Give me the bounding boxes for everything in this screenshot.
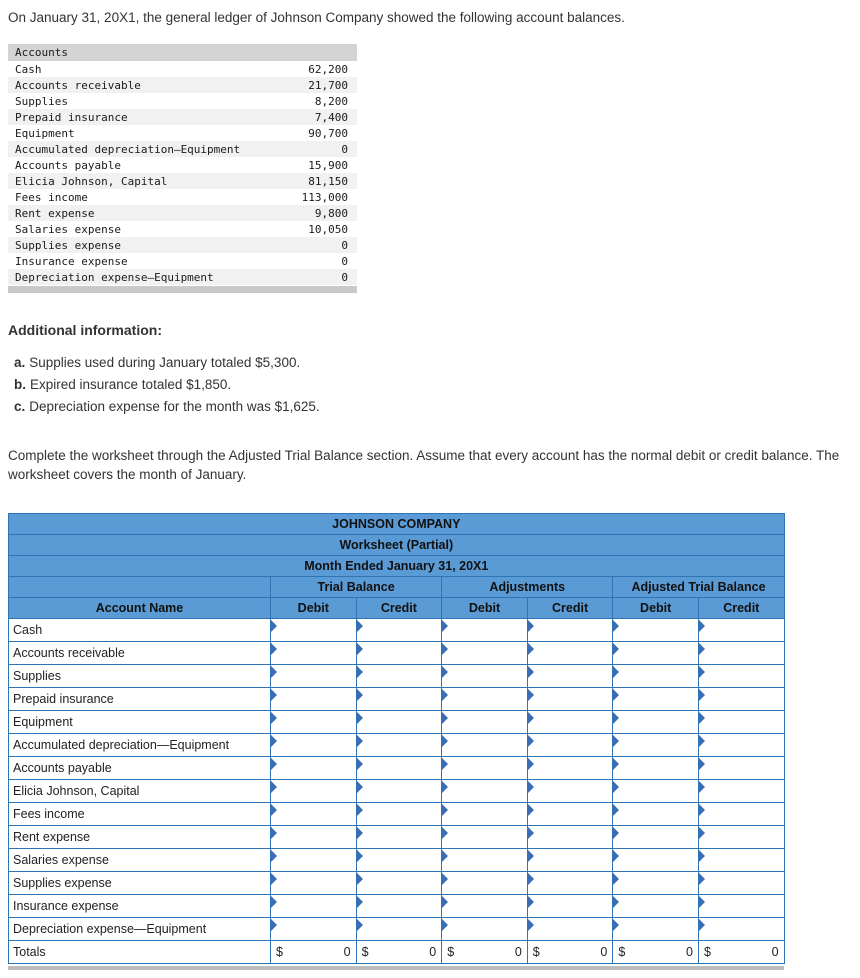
input-marker-icon bbox=[442, 873, 448, 885]
info-item-label: c. bbox=[14, 399, 26, 415]
input-marker-icon bbox=[613, 804, 619, 816]
worksheet-input-cell[interactable] bbox=[271, 756, 357, 779]
ledger-scrollbar[interactable] bbox=[8, 286, 357, 293]
ledger-account-balance: 9,800 bbox=[314, 206, 348, 220]
ledger-account-balance: 0 bbox=[341, 270, 348, 284]
worksheet-input-cell[interactable] bbox=[271, 618, 357, 641]
input-marker-icon bbox=[699, 643, 705, 655]
additional-info-heading: Additional information: bbox=[8, 322, 162, 338]
worksheet-input-cell[interactable] bbox=[613, 917, 699, 940]
group-header-trial-balance: Trial Balance bbox=[271, 576, 442, 597]
ledger-row bbox=[8, 205, 357, 221]
worksheet-input-cell[interactable] bbox=[442, 848, 528, 871]
group-header-blank bbox=[9, 576, 271, 597]
currency-symbol: $ bbox=[618, 944, 626, 959]
worksheet-row bbox=[9, 894, 785, 917]
input-marker-icon bbox=[357, 735, 363, 747]
worksheet-input-cell[interactable] bbox=[527, 779, 613, 802]
worksheet-account-name: Cash bbox=[9, 618, 271, 641]
input-marker-icon bbox=[699, 850, 705, 862]
worksheet-input-cell[interactable] bbox=[613, 871, 699, 894]
worksheet-input-cell[interactable] bbox=[613, 618, 699, 641]
worksheet-input-cell[interactable] bbox=[527, 664, 613, 687]
info-item bbox=[14, 398, 852, 416]
input-marker-icon bbox=[442, 758, 448, 770]
worksheet-row bbox=[9, 779, 785, 802]
worksheet-input-cell[interactable] bbox=[356, 664, 442, 687]
input-marker-icon bbox=[699, 689, 705, 701]
worksheet-row bbox=[9, 641, 785, 664]
total-amount: 0 bbox=[429, 944, 437, 959]
input-marker-icon bbox=[357, 689, 363, 701]
input-marker-icon bbox=[442, 689, 448, 701]
ledger-account-name: Fees income bbox=[15, 190, 88, 204]
worksheet-input-cell[interactable] bbox=[698, 802, 784, 825]
worksheet-scrollbar[interactable] bbox=[8, 966, 784, 970]
ledger-account-name: Prepaid insurance bbox=[15, 110, 128, 124]
worksheet-input-cell[interactable] bbox=[698, 710, 784, 733]
input-marker-icon bbox=[613, 873, 619, 885]
totals-cell bbox=[271, 940, 357, 963]
worksheet-input-cell[interactable] bbox=[698, 848, 784, 871]
worksheet-input-cell[interactable] bbox=[442, 710, 528, 733]
worksheet-input-cell[interactable] bbox=[271, 664, 357, 687]
worksheet-input-cell[interactable] bbox=[613, 779, 699, 802]
ledger-account-name: Salaries expense bbox=[15, 222, 121, 236]
ledger-account-balance: 10,050 bbox=[308, 222, 348, 236]
input-marker-icon bbox=[613, 620, 619, 632]
worksheet-input-cell[interactable] bbox=[527, 802, 613, 825]
input-marker-icon bbox=[271, 896, 277, 908]
input-marker-icon bbox=[699, 666, 705, 678]
ledger-account-name: Accumulated depreciation–Equipment bbox=[15, 142, 241, 156]
ledger-account-balance: 8,200 bbox=[314, 94, 348, 108]
currency-symbol: $ bbox=[361, 944, 369, 959]
worksheet-row bbox=[9, 687, 785, 710]
worksheet-title: JOHNSON COMPANY bbox=[9, 513, 785, 534]
ledger-table bbox=[8, 44, 357, 285]
worksheet-input-cell[interactable] bbox=[356, 894, 442, 917]
input-marker-icon bbox=[528, 827, 534, 839]
input-marker-icon bbox=[528, 620, 534, 632]
input-marker-icon bbox=[613, 850, 619, 862]
info-item-label: b. bbox=[14, 377, 26, 393]
input-marker-icon bbox=[528, 781, 534, 793]
instruction-text: Complete the worksheet through the Adjusted Trial Balance section. Assume that every account has the normal debit or credit balance. The worksheet covers the month of January. bbox=[8, 447, 840, 483]
ledger-account-balance: 113,000 bbox=[301, 190, 348, 204]
input-marker-icon bbox=[699, 712, 705, 724]
worksheet-input-cell[interactable] bbox=[442, 733, 528, 756]
intro-text: On January 31, 20X1, the general ledger of Johnson Company showed the following account balances. bbox=[8, 10, 625, 25]
input-marker-icon bbox=[271, 850, 277, 862]
worksheet-input-cell[interactable] bbox=[527, 917, 613, 940]
input-marker-icon bbox=[613, 781, 619, 793]
worksheet-row bbox=[9, 618, 785, 641]
worksheet-input-cell[interactable] bbox=[527, 894, 613, 917]
input-marker-icon bbox=[357, 712, 363, 724]
currency-symbol: $ bbox=[447, 944, 455, 959]
ledger-account-balance: 81,150 bbox=[308, 174, 348, 188]
input-marker-icon bbox=[271, 827, 277, 839]
input-marker-icon bbox=[357, 643, 363, 655]
worksheet-subtitle: Worksheet (Partial) bbox=[9, 534, 785, 555]
trial-balance-debit-header: Debit bbox=[271, 597, 357, 618]
worksheet-account-name: Equipment bbox=[9, 710, 271, 733]
worksheet-input-cell[interactable] bbox=[442, 917, 528, 940]
worksheet-input-cell[interactable] bbox=[356, 641, 442, 664]
totals-cell bbox=[698, 940, 784, 963]
worksheet-account-name: Depreciation expense—Equipment bbox=[9, 917, 271, 940]
input-marker-icon bbox=[528, 804, 534, 816]
group-header-adjustments: Adjustments bbox=[442, 576, 613, 597]
worksheet-input-cell[interactable] bbox=[613, 664, 699, 687]
worksheet-input-cell[interactable] bbox=[613, 848, 699, 871]
worksheet-row bbox=[9, 917, 785, 940]
worksheet-input-cell[interactable] bbox=[271, 779, 357, 802]
ledger-account-name: Supplies expense bbox=[15, 238, 121, 252]
input-marker-icon bbox=[442, 666, 448, 678]
ledger-account-name: Accounts payable bbox=[15, 158, 121, 172]
worksheet-input-cell[interactable] bbox=[527, 756, 613, 779]
worksheet-input-cell[interactable] bbox=[698, 917, 784, 940]
input-marker-icon bbox=[442, 712, 448, 724]
total-amount: 0 bbox=[514, 944, 522, 959]
ledger-row bbox=[8, 125, 357, 141]
input-marker-icon bbox=[528, 873, 534, 885]
worksheet-account-name: Elicia Johnson, Capital bbox=[9, 779, 271, 802]
worksheet-account-name: Supplies bbox=[9, 664, 271, 687]
input-marker-icon bbox=[613, 712, 619, 724]
additional-info-list bbox=[8, 354, 852, 416]
worksheet-input-cell[interactable] bbox=[442, 802, 528, 825]
input-marker-icon bbox=[528, 666, 534, 678]
worksheet-input-cell[interactable] bbox=[442, 825, 528, 848]
input-marker-icon bbox=[271, 712, 277, 724]
input-marker-icon bbox=[699, 735, 705, 747]
worksheet-column-header-row bbox=[9, 597, 785, 618]
account-name-header: Account Name bbox=[9, 597, 271, 618]
input-marker-icon bbox=[271, 666, 277, 678]
ledger-account-name: Accounts receivable bbox=[15, 78, 141, 92]
ledger-account-name: Cash bbox=[15, 62, 42, 76]
input-marker-icon bbox=[271, 873, 277, 885]
input-marker-icon bbox=[699, 781, 705, 793]
worksheet-input-cell[interactable] bbox=[442, 756, 528, 779]
input-marker-icon bbox=[699, 919, 705, 931]
worksheet-account-name: Accounts receivable bbox=[9, 641, 271, 664]
ledger-account-balance: 7,400 bbox=[314, 110, 348, 124]
worksheet-row bbox=[9, 756, 785, 779]
worksheet-input-cell[interactable] bbox=[442, 664, 528, 687]
worksheet-input-cell[interactable] bbox=[698, 825, 784, 848]
worksheet-account-name: Insurance expense bbox=[9, 894, 271, 917]
worksheet-input-cell[interactable] bbox=[356, 710, 442, 733]
input-marker-icon bbox=[699, 620, 705, 632]
total-amount: 0 bbox=[686, 944, 693, 959]
totals-cell bbox=[613, 940, 699, 963]
ledger-row bbox=[8, 269, 357, 285]
ledger-account-name: Rent expense bbox=[15, 206, 95, 220]
worksheet-input-cell[interactable] bbox=[356, 917, 442, 940]
worksheet-input-cell[interactable] bbox=[356, 756, 442, 779]
worksheet-input-cell[interactable] bbox=[698, 779, 784, 802]
worksheet-input-cell[interactable] bbox=[271, 825, 357, 848]
worksheet-input-cell[interactable] bbox=[356, 802, 442, 825]
input-marker-icon bbox=[699, 804, 705, 816]
info-item-text: Supplies used during January totaled $5,300. bbox=[29, 355, 301, 370]
ledger-account-balance: 0 bbox=[341, 254, 348, 268]
ledger-row bbox=[8, 221, 357, 237]
worksheet-input-cell[interactable] bbox=[271, 733, 357, 756]
input-marker-icon bbox=[271, 804, 277, 816]
ledger-account-balance: 0 bbox=[341, 238, 348, 252]
input-marker-icon bbox=[442, 781, 448, 793]
adjustments-debit-header: Debit bbox=[442, 597, 528, 618]
worksheet-row bbox=[9, 802, 785, 825]
input-marker-icon bbox=[357, 804, 363, 816]
worksheet-row bbox=[9, 848, 785, 871]
input-marker-icon bbox=[271, 758, 277, 770]
worksheet-input-cell[interactable] bbox=[698, 871, 784, 894]
input-marker-icon bbox=[357, 850, 363, 862]
worksheet-input-cell[interactable] bbox=[442, 779, 528, 802]
worksheet-group-header-row bbox=[9, 576, 785, 597]
info-item-label: a. bbox=[14, 355, 26, 370]
ledger-account-balance: 62,200 bbox=[308, 62, 348, 76]
ledger-account-name: Insurance expense bbox=[15, 254, 128, 268]
worksheet-account-name: Salaries expense bbox=[9, 848, 271, 871]
worksheet-input-cell[interactable] bbox=[356, 779, 442, 802]
worksheet-input-cell[interactable] bbox=[527, 733, 613, 756]
ledger-row bbox=[8, 173, 357, 189]
worksheet-input-cell[interactable] bbox=[271, 917, 357, 940]
input-marker-icon bbox=[271, 781, 277, 793]
input-marker-icon bbox=[357, 620, 363, 632]
worksheet-input-cell[interactable] bbox=[271, 848, 357, 871]
input-marker-icon bbox=[613, 689, 619, 701]
worksheet-input-cell[interactable] bbox=[613, 825, 699, 848]
ledger-row bbox=[8, 253, 357, 269]
currency-symbol: $ bbox=[703, 944, 711, 959]
input-marker-icon bbox=[613, 827, 619, 839]
ledger-account-name: Depreciation expense–Equipment bbox=[15, 270, 214, 284]
worksheet-input-cell[interactable] bbox=[442, 618, 528, 641]
worksheet-totals-row bbox=[9, 940, 785, 963]
worksheet-input-cell[interactable] bbox=[271, 710, 357, 733]
info-item-text: Expired insurance totaled $1,850. bbox=[30, 377, 232, 393]
input-marker-icon bbox=[442, 827, 448, 839]
worksheet-input-cell[interactable] bbox=[698, 641, 784, 664]
worksheet-input-cell[interactable] bbox=[613, 710, 699, 733]
totals-cell bbox=[356, 940, 442, 963]
input-marker-icon bbox=[442, 735, 448, 747]
worksheet-input-cell[interactable] bbox=[271, 687, 357, 710]
currency-symbol: $ bbox=[276, 944, 283, 959]
total-amount: 0 bbox=[343, 944, 351, 959]
worksheet-account-name: Fees income bbox=[9, 802, 271, 825]
ledger-row bbox=[8, 93, 357, 109]
worksheet-input-cell[interactable] bbox=[356, 825, 442, 848]
ledger-account-balance: 0 bbox=[341, 142, 348, 156]
ledger-row bbox=[8, 77, 357, 93]
input-marker-icon bbox=[357, 666, 363, 678]
input-marker-icon bbox=[442, 620, 448, 632]
ledger-account-name: Equipment bbox=[15, 126, 75, 140]
input-marker-icon bbox=[613, 758, 619, 770]
worksheet-account-name: Rent expense bbox=[9, 825, 271, 848]
adjusted-debit-header: Debit bbox=[613, 597, 699, 618]
ledger-header-row bbox=[8, 44, 357, 61]
worksheet-input-cell[interactable] bbox=[271, 641, 357, 664]
ledger-header: Accounts bbox=[8, 44, 357, 61]
input-marker-icon bbox=[357, 781, 363, 793]
input-marker-icon bbox=[613, 896, 619, 908]
worksheet-input-cell[interactable] bbox=[442, 687, 528, 710]
worksheet-input-cell[interactable] bbox=[356, 871, 442, 894]
worksheet-input-cell[interactable] bbox=[698, 687, 784, 710]
worksheet-input-cell[interactable] bbox=[356, 848, 442, 871]
input-marker-icon bbox=[442, 643, 448, 655]
info-item-text: Depreciation expense for the month was $1,625. bbox=[29, 399, 320, 415]
input-marker-icon bbox=[271, 620, 277, 632]
worksheet-input-cell[interactable] bbox=[271, 871, 357, 894]
input-marker-icon bbox=[528, 735, 534, 747]
worksheet-input-cell[interactable] bbox=[527, 710, 613, 733]
input-marker-icon bbox=[528, 896, 534, 908]
input-marker-icon bbox=[528, 712, 534, 724]
totals-cell bbox=[442, 940, 528, 963]
worksheet-input-cell[interactable] bbox=[356, 618, 442, 641]
ledger-row bbox=[8, 157, 357, 173]
worksheet-input-cell[interactable] bbox=[698, 756, 784, 779]
worksheet-input-cell[interactable] bbox=[613, 802, 699, 825]
input-marker-icon bbox=[613, 735, 619, 747]
input-marker-icon bbox=[357, 919, 363, 931]
worksheet-account-name: Accumulated depreciation—Equipment bbox=[9, 733, 271, 756]
worksheet-input-cell[interactable] bbox=[271, 894, 357, 917]
currency-symbol: $ bbox=[532, 944, 540, 959]
ledger-account-name: Supplies bbox=[15, 94, 68, 108]
input-marker-icon bbox=[442, 850, 448, 862]
input-marker-icon bbox=[442, 896, 448, 908]
worksheet-input-cell[interactable] bbox=[698, 733, 784, 756]
worksheet-input-cell[interactable] bbox=[527, 825, 613, 848]
input-marker-icon bbox=[613, 919, 619, 931]
worksheet-input-cell[interactable] bbox=[613, 687, 699, 710]
input-marker-icon bbox=[271, 643, 277, 655]
totals-label: Totals bbox=[9, 940, 271, 963]
input-marker-icon bbox=[357, 873, 363, 885]
input-marker-icon bbox=[528, 643, 534, 655]
worksheet-table bbox=[8, 513, 785, 964]
ledger-account-name: Elicia Johnson, Capital bbox=[15, 174, 168, 188]
worksheet-input-cell[interactable] bbox=[613, 894, 699, 917]
adjustments-credit-header: Credit bbox=[527, 597, 613, 618]
worksheet-title-row bbox=[9, 513, 785, 534]
ledger-account-balance: 21,700 bbox=[308, 78, 348, 92]
ledger-row bbox=[8, 61, 357, 77]
worksheet-input-cell[interactable] bbox=[527, 848, 613, 871]
input-marker-icon bbox=[357, 758, 363, 770]
ledger-row bbox=[8, 141, 357, 157]
worksheet-input-cell[interactable] bbox=[698, 618, 784, 641]
worksheet-account-name: Prepaid insurance bbox=[9, 687, 271, 710]
total-amount: 0 bbox=[771, 944, 779, 959]
worksheet-row bbox=[9, 871, 785, 894]
worksheet-row bbox=[9, 733, 785, 756]
worksheet-period: Month Ended January 31, 20X1 bbox=[9, 555, 785, 576]
input-marker-icon bbox=[271, 689, 277, 701]
worksheet-input-cell[interactable] bbox=[527, 871, 613, 894]
totals-cell bbox=[527, 940, 613, 963]
input-marker-icon bbox=[699, 758, 705, 770]
input-marker-icon bbox=[442, 804, 448, 816]
info-item bbox=[14, 376, 852, 394]
ledger-account-balance: 15,900 bbox=[308, 158, 348, 172]
worksheet-input-cell[interactable] bbox=[527, 618, 613, 641]
worksheet-input-cell[interactable] bbox=[356, 733, 442, 756]
worksheet-input-cell[interactable] bbox=[442, 871, 528, 894]
input-marker-icon bbox=[613, 643, 619, 655]
input-marker-icon bbox=[528, 850, 534, 862]
worksheet-row bbox=[9, 710, 785, 733]
input-marker-icon bbox=[699, 896, 705, 908]
ledger-row bbox=[8, 109, 357, 125]
input-marker-icon bbox=[357, 896, 363, 908]
input-marker-icon bbox=[271, 919, 277, 931]
worksheet-account-name: Accounts payable bbox=[9, 756, 271, 779]
trial-balance-credit-header: Credit bbox=[356, 597, 442, 618]
adjusted-credit-header: Credit bbox=[698, 597, 784, 618]
worksheet-subtitle-row bbox=[9, 534, 785, 555]
worksheet-period-row bbox=[9, 555, 785, 576]
input-marker-icon bbox=[357, 827, 363, 839]
input-marker-icon bbox=[271, 735, 277, 747]
worksheet-input-cell[interactable] bbox=[698, 664, 784, 687]
worksheet-input-cell[interactable] bbox=[613, 756, 699, 779]
info-item bbox=[14, 354, 852, 372]
worksheet-input-cell[interactable] bbox=[271, 802, 357, 825]
input-marker-icon bbox=[528, 758, 534, 770]
input-marker-icon bbox=[442, 919, 448, 931]
worksheet-row bbox=[9, 664, 785, 687]
worksheet-row bbox=[9, 825, 785, 848]
worksheet-input-cell[interactable] bbox=[356, 687, 442, 710]
input-marker-icon bbox=[613, 666, 619, 678]
input-marker-icon bbox=[699, 873, 705, 885]
worksheet-input-cell[interactable] bbox=[613, 733, 699, 756]
worksheet-input-cell[interactable] bbox=[442, 641, 528, 664]
group-header-adjusted-trial-balance: Adjusted Trial Balance bbox=[613, 576, 784, 597]
worksheet-input-cell[interactable] bbox=[442, 894, 528, 917]
input-marker-icon bbox=[528, 689, 534, 701]
worksheet-input-cell[interactable] bbox=[527, 641, 613, 664]
ledger-row bbox=[8, 237, 357, 253]
ledger-row bbox=[8, 189, 357, 205]
worksheet-input-cell[interactable] bbox=[527, 687, 613, 710]
total-amount: 0 bbox=[600, 944, 608, 959]
worksheet-input-cell[interactable] bbox=[613, 641, 699, 664]
worksheet-input-cell[interactable] bbox=[698, 894, 784, 917]
ledger-account-balance: 90,700 bbox=[308, 126, 348, 140]
input-marker-icon bbox=[699, 827, 705, 839]
input-marker-icon bbox=[528, 919, 534, 931]
worksheet-account-name: Supplies expense bbox=[9, 871, 271, 894]
